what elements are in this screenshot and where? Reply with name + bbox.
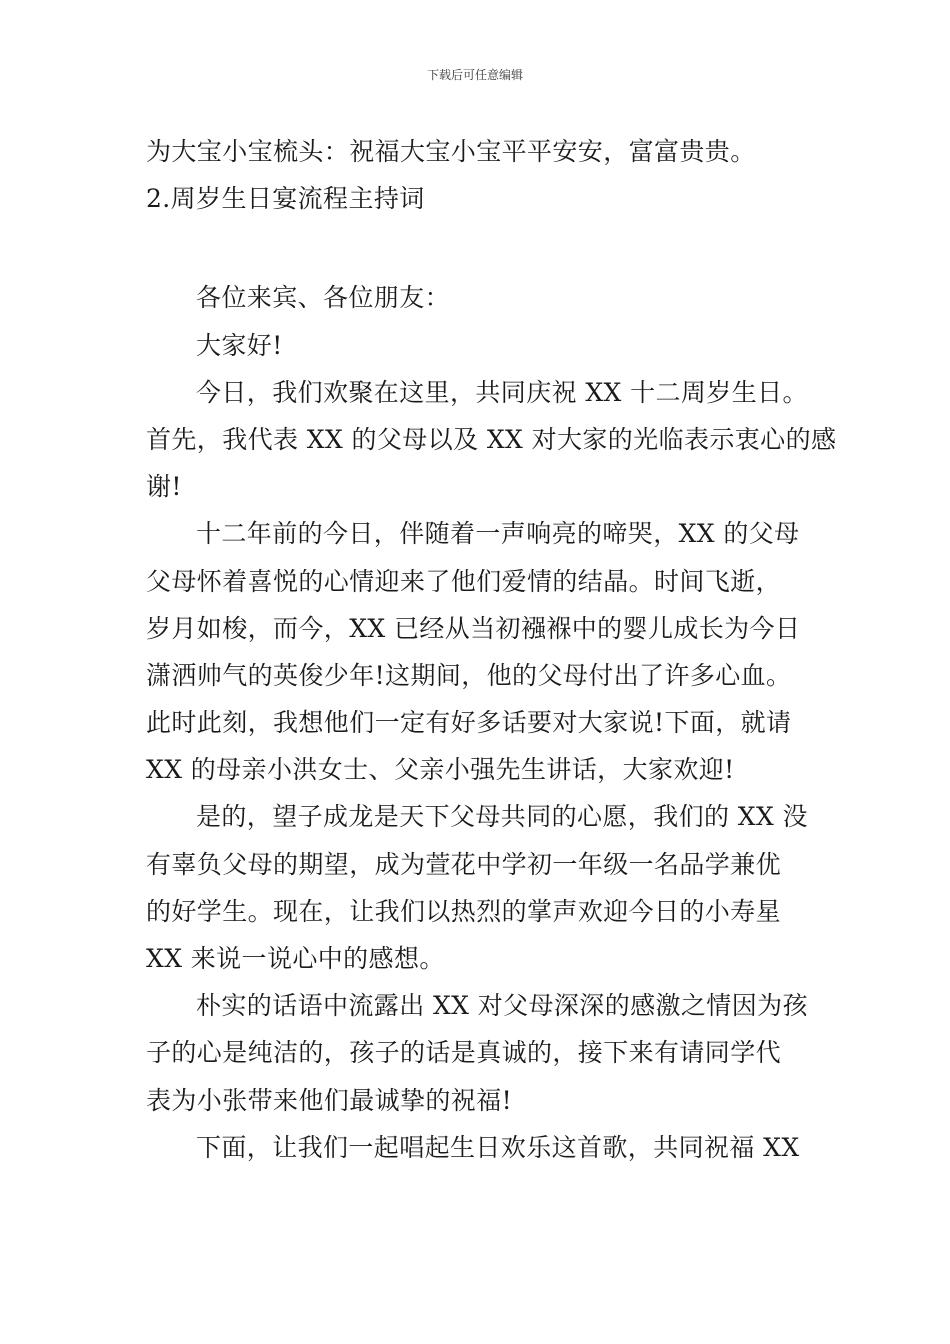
paragraph-line: 谢! [146, 472, 182, 502]
salutation: 各位来宾、各位朋友： [196, 283, 451, 313]
paragraph-line: 有辜负父母的期望，成为萱花中学初一年级一名品学兼优 [146, 849, 782, 879]
paragraph-line: 下面，让我们一起唱起生日欢乐这首歌，共同祝福 XX [196, 1132, 800, 1162]
paragraph-line: 岁月如梭，而今，XX 已经从当初襁褓中的婴儿成长为今日 [146, 613, 801, 643]
paragraph-line: 的好学生。现在，让我们以热烈的掌声欢迎今日的小寿星 [146, 896, 782, 926]
blank-gap [146, 222, 814, 274]
paragraph-line: XX 来说一说心中的感想。 [146, 944, 445, 973]
greeting: 大家好! [196, 330, 283, 360]
paragraph-line: 此时此刻，我想他们一定有好多话要对大家说!下面，就请 [146, 708, 792, 738]
paragraph-line: 父母怀着喜悦的心情迎来了他们爱情的结晶。时间飞逝， [146, 566, 782, 596]
paragraph-line: 首先，我代表 XX 的父母以及 XX 对大家的光临表示衷心的感 [146, 424, 837, 454]
section-heading: 2.周岁生日宴流程主持词 [146, 184, 425, 214]
paragraph-line: 子的心是纯洁的，孩子的话是真诚的，接下来有请同学代 [146, 1038, 782, 1068]
paragraph-line: 是的，望子成龙是天下父母共同的心愿，我们的 XX 没 [196, 802, 808, 832]
paragraph-line: XX 的母亲小洪女士、父亲小强先生讲话，大家欢迎! [146, 755, 735, 785]
paragraph-line: 潇洒帅气的英俊少年!这期间，他的父母付出了许多心血。 [146, 660, 792, 690]
paragraph-line: 表为小张带来他们最诚挚的祝福! [146, 1085, 513, 1115]
text-line: 为大宝小宝梳头：祝福大宝小宝平平安安，富富贵贵。 [146, 137, 756, 166]
paragraph-line: 今日，我们欢聚在这里，共同庆祝 XX 十二周岁生日。 [196, 377, 808, 407]
page-header: 下载后可任意编辑 [426, 68, 523, 82]
paragraph-line: 朴实的话语中流露出 XX 对父母深深的感激之情因为孩 [196, 991, 808, 1021]
document-body [146, 128, 837, 1171]
paragraph-line: 十二年前的今日，伴随着一声响亮的啼哭，XX 的父母 [196, 519, 800, 549]
